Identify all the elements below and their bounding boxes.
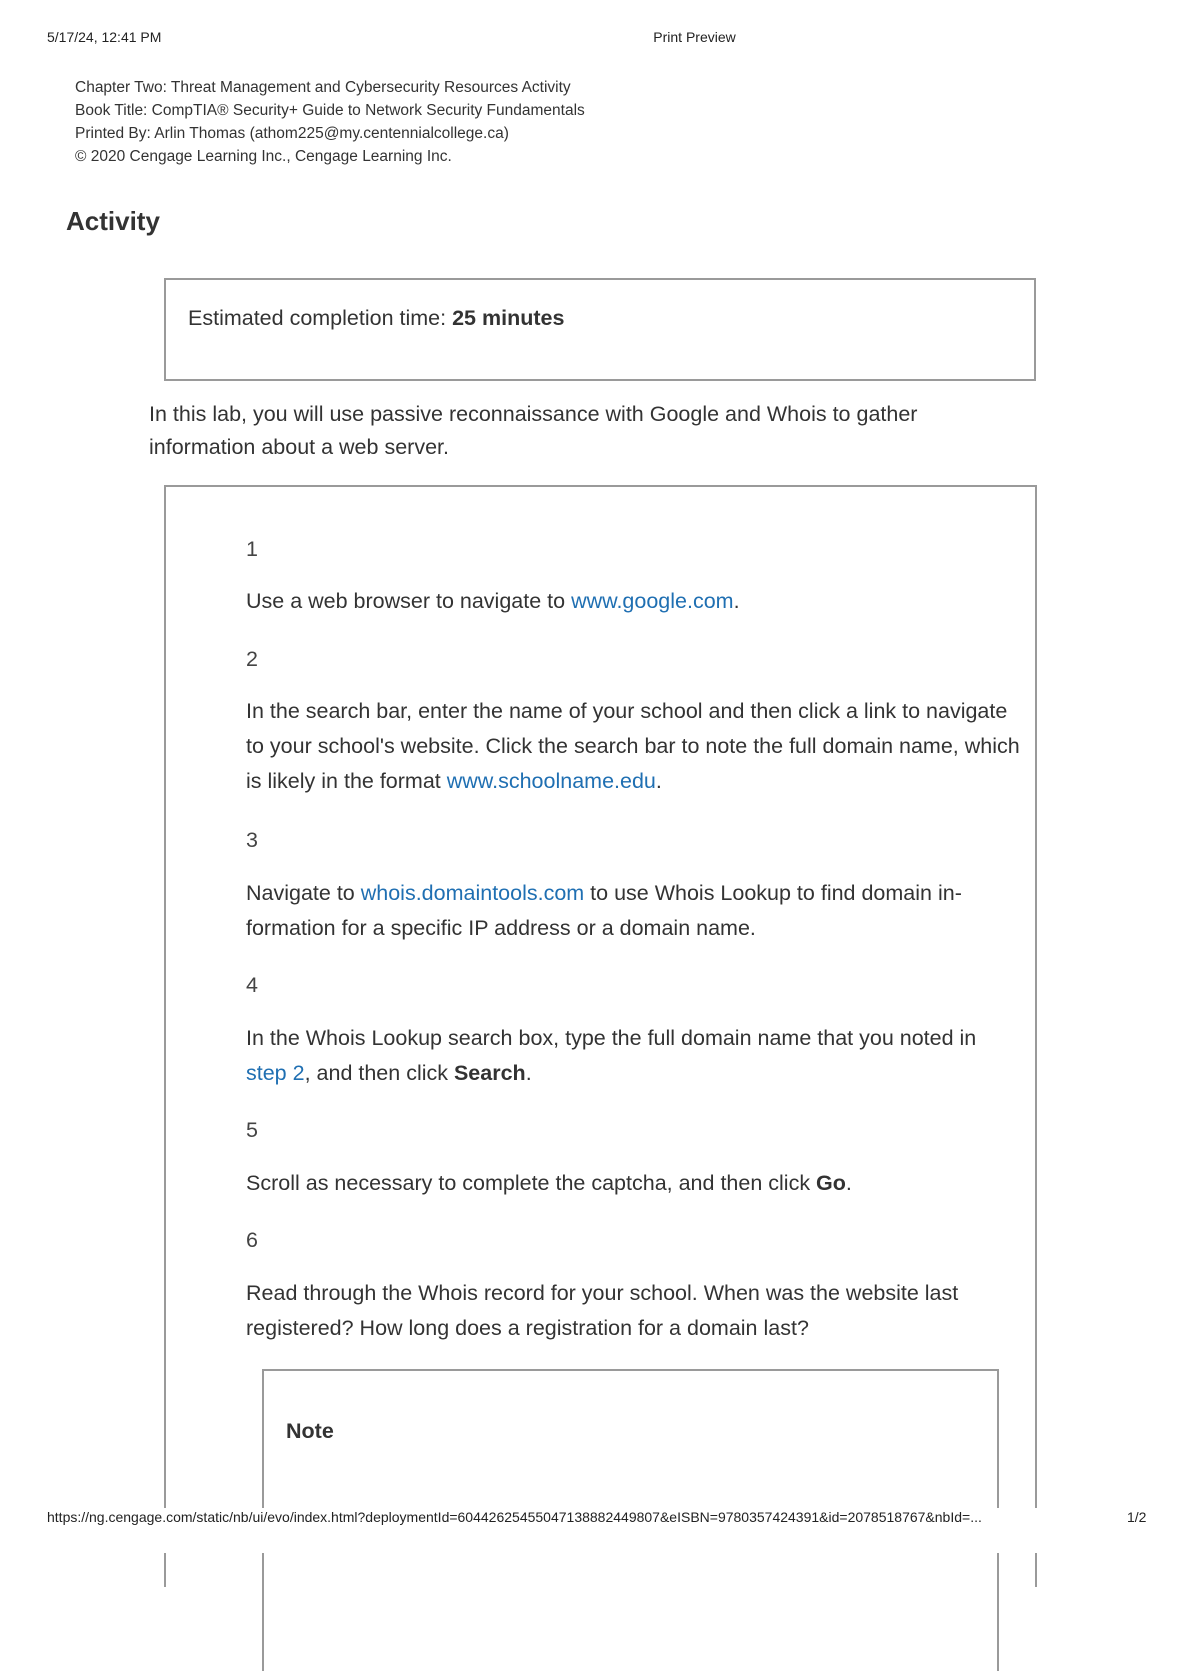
step-1-punct: . [733,589,740,613]
estimated-time-label: Estimated completion time: [188,306,453,330]
step-text-2 [246,694,1021,799]
step-4-punct: . [525,1061,532,1085]
search-bold: Search [453,1061,526,1085]
google-link[interactable]: www.google.com [571,589,734,613]
print-footer-page: 1/2 [1127,1509,1147,1525]
step-text-3 [246,876,1021,946]
print-datetime: 5/17/24, 12:41 PM [47,29,162,45]
estimated-time-box [164,278,1036,381]
steps-box [164,485,1037,1587]
step-5-punct: . [845,1171,852,1195]
note-heading: Note [286,1419,334,1443]
step-text-1 [246,584,1021,619]
step-4-text: In the Whois Lookup search box, type the full domain name that you noted in [246,1026,977,1050]
step-text-4 [246,1021,1021,1091]
step-number-1: 1 [246,537,258,561]
step-text-5 [246,1166,1021,1201]
step-number-2: 2 [246,647,258,671]
step-3-rest: to use Whois Lookup to find domain in-formation for a specific IP address or a domain name. [246,881,962,940]
estimated-time-value: 25 minutes [452,306,565,330]
chapter-line: Chapter Two: Threat Management and Cybersecurity Resources Activity [75,79,571,96]
schoolname-link[interactable]: www.schoolname.edu [446,769,656,793]
step-number-3: 3 [246,828,258,852]
step-text-6: Read through the Whois record for your school. When was the website last registered? How long does a registration for a domain last? [246,1281,959,1340]
step-number-5: 5 [246,1118,258,1142]
go-bold: Go [816,1171,846,1195]
activity-heading: Activity [66,206,160,236]
print-footer-url: https://ng.cengage.com/static/nb/ui/evo/index.html?deploymentId=6044262545504713888244980​7&eISBN=9780357424391&id=2078518767&nbId=... [47,1509,982,1525]
step-2-link[interactable]: step 2 [246,1061,305,1085]
print-preview-title: Print Preview [653,29,736,45]
step-1-text: Use a web browser to navigate to [246,589,572,613]
step-5-text: Scroll as necessary to complete the captcha, and then click [246,1171,817,1195]
step-2-punct: . [655,769,662,793]
step-4-mid: , and then click [304,1061,454,1085]
step-number-4: 4 [246,973,258,997]
step-3-text: Navigate to [246,881,361,905]
printed-by-line: Printed By: Arlin Thomas (athom225@my.centennialcollege.ca) [75,125,509,142]
document-meta [75,76,585,168]
estimated-time [188,306,564,331]
copyright-line: © 2020 Cengage Learning Inc., Cengage Learning Inc. [75,148,452,165]
book-title-line: Book Title: CompTIA® Security+ Guide to Network Security Fundamentals [75,102,585,119]
activity-intro: In this lab, you will use passive reconnaissance with Google and Whois to gather information about a web server. [149,402,918,459]
step-number-6: 6 [246,1228,258,1252]
step-2-text: In the search bar, enter the name of your school and then click a link to navigate to your school's website. Click the search bar to note the full domain name, which is likely in the format [246,699,1020,793]
whois-link[interactable]: whois.domaintools.com [360,881,585,905]
